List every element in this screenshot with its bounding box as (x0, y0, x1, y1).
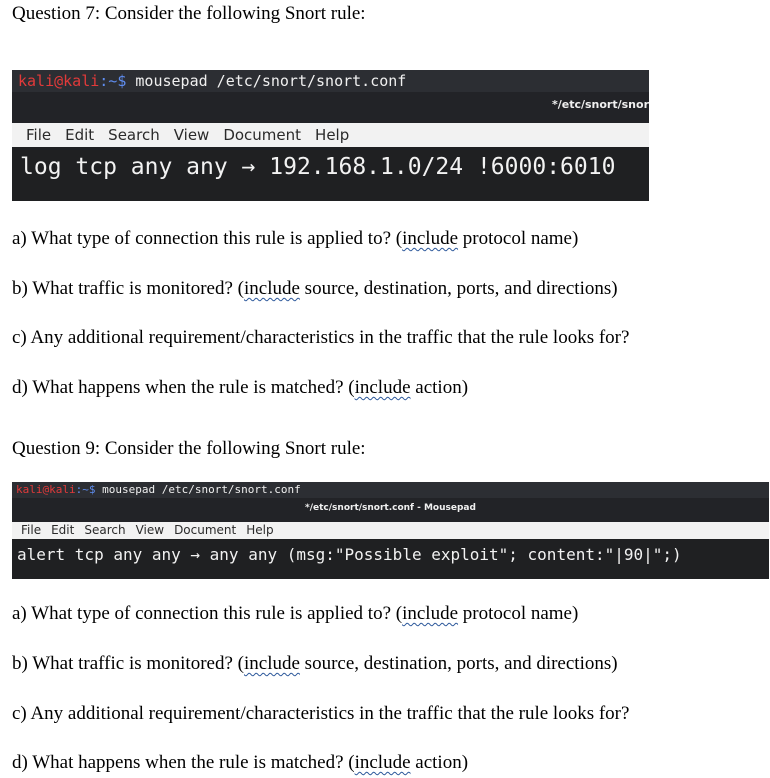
q7-question-a: a) What type of connection this rule is applied to? (include protocol name) (12, 228, 579, 249)
q9-window-title: */etc/snort/snort.conf - Mousepad (305, 503, 476, 513)
q9-menu-document[interactable]: Document (174, 523, 237, 537)
q7-terminal-screenshot (12, 70, 649, 201)
q9-menu-bar (12, 522, 769, 539)
q9-terminal-prompt-line (12, 482, 769, 498)
q9-menu-help[interactable]: Help (246, 523, 274, 537)
q7-menu-edit[interactable]: Edit (65, 126, 95, 144)
q9-question-a: a) What type of connection this rule is applied to? (include protocol name) (12, 603, 579, 624)
q9-snort-rule: alert tcp any any → any any (msg:"Possible exploit"; content:"|90|";) (12, 539, 769, 579)
q9-prompt-path: :~$ (75, 483, 96, 496)
q7-menu-file[interactable]: File (26, 126, 52, 144)
q7-window-title: */etc/snort/snor (551, 98, 649, 111)
q7-menu-search[interactable]: Search (108, 126, 160, 144)
q7-question-b: b) What traffic is monitored? (include source, destination, ports, and directions) (12, 278, 618, 299)
q9-question-d: d) What happens when the rule is matched? (include action) (12, 752, 469, 773)
question-7-title: Question 7: Consider the following Snort rule: (12, 3, 366, 24)
q7-question-d: d) What happens when the rule is matched? (include action) (12, 377, 469, 398)
question-9-title: Question 9: Consider the following Snort rule: (12, 438, 366, 459)
q7-prompt-command: mousepad /etc/snort/snort.conf (126, 72, 407, 90)
q9-terminal-screenshot (12, 482, 769, 579)
q9-menu-edit[interactable]: Edit (51, 523, 75, 537)
q9-menu-file[interactable]: File (21, 523, 42, 537)
q9-prompt-user: kali@kali (16, 483, 76, 496)
q7-question-c: c) Any additional requirement/characteristics in the traffic that the rule looks for? (12, 327, 630, 348)
q7-terminal-prompt-line (12, 70, 649, 92)
q7-snort-rule: log tcp any any → 192.168.1.0/24 !6000:6010 (12, 147, 649, 201)
q9-menu-view[interactable]: View (135, 523, 165, 537)
q9-prompt-command: mousepad /etc/snort/snort.conf (95, 483, 301, 496)
q7-prompt-user: kali@kali (18, 72, 100, 90)
q7-menu-bar (12, 123, 649, 147)
q9-question-c: c) Any additional requirement/characteristics in the traffic that the rule looks for? (12, 703, 630, 724)
q9-menu-search[interactable]: Search (84, 523, 126, 537)
q7-prompt-path: :~$ (99, 72, 127, 90)
q9-question-b: b) What traffic is monitored? (include source, destination, ports, and directions) (12, 653, 618, 674)
q7-menu-document[interactable]: Document (223, 126, 302, 144)
q7-menu-help[interactable]: Help (315, 126, 350, 144)
q7-menu-view[interactable]: View (173, 126, 210, 144)
